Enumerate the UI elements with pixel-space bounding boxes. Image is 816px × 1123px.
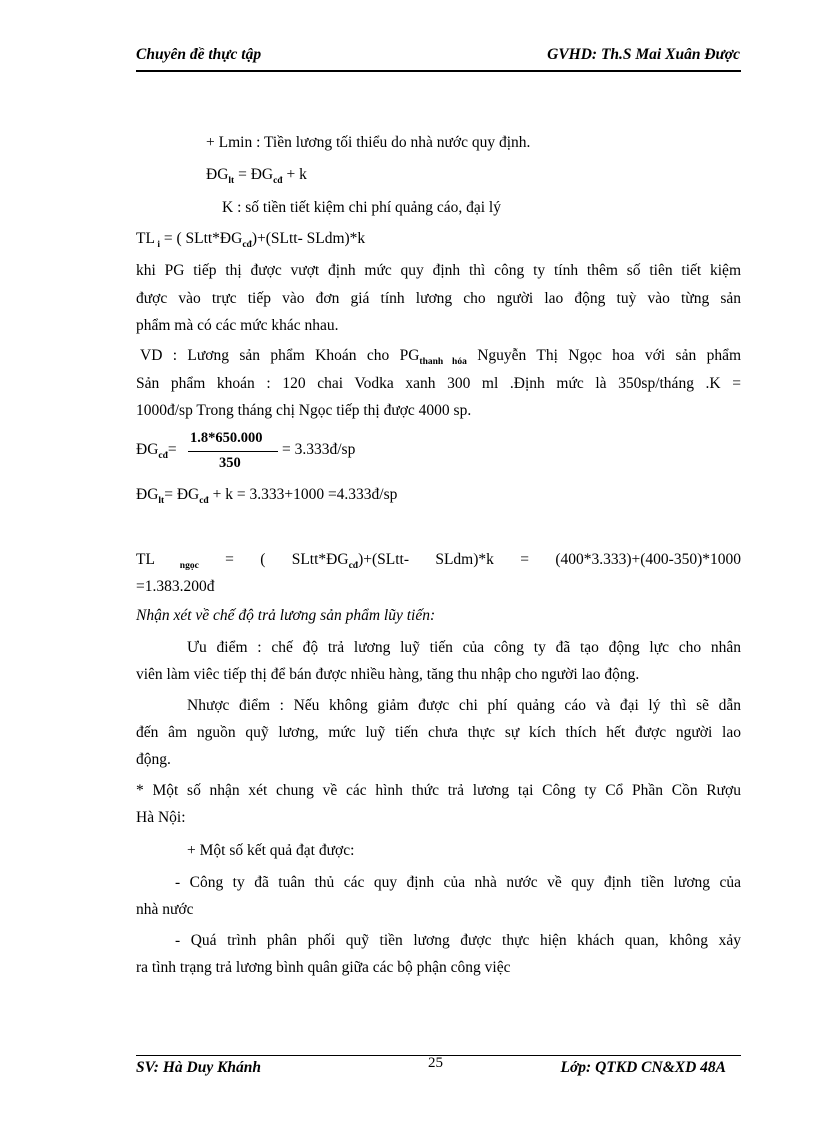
f-sub: cđ [273,176,283,186]
f-part: = [167,441,177,458]
f-sub: cđ [348,561,359,571]
fraction-result: = 3.333đ/sp [282,441,356,458]
f-part: )+(SLtt- SLdm)*k [251,230,366,247]
f-part: = ( SLtt*ĐG [159,230,243,247]
f-part: ĐG [136,441,159,458]
f-part: ĐG [136,486,159,503]
k-definition: K : số tiền tiết kiệm chi phí quảng cáo, đại lý [222,199,501,216]
general-remark-line: Hà Nội: [136,809,186,826]
formula-tlngoc [136,551,741,569]
header-right: GVHD: Th.S Mai Xuân Được [547,46,740,63]
advantage-line: Ưu điểm : chế độ trả lương luỹ tiến của công ty đã tạo động lực cho nhân [187,639,741,656]
disadvantage-line: đến âm nguồn quỹ lương, mức luỹ tiến chưa thực sự kích thích hết được người lao [136,724,741,741]
fraction-bar [188,451,278,452]
f-sub: i [154,240,160,250]
f-part: )+(SLtt- SLdm)*k = (400*3.333)+(400-350)*1000 [358,551,741,568]
header-left: Chuyên đề thực tập [136,46,262,63]
footer-right: Lớp: QTKD CN&XD 48A [560,1059,726,1076]
para1-line: được vào trực tiếp vào đơn giá tính lương cho người lao động tuỳ vào từng sản [136,290,741,307]
results-heading: + Một số kết quả đạt được: [187,842,355,859]
example-line: 1000đ/sp Trong tháng chị Ngọc tiếp thị được 4000 sp. [136,402,472,419]
result-line: - Công ty đã tuân thủ các quy định của nhà nước về quy định tiền lương của [175,874,741,891]
general-remark-line: * Một số nhận xét chung về các hình thức trả lương tại Công ty Cổ Phần Cồn Rượu [136,782,741,799]
formula-tli [136,230,365,248]
f-sub: cđ [158,451,168,461]
lmin-line: + Lmin : Tiền lương tối thiểu do nhà nước quy định. [206,134,531,151]
footer-left: SV: Hà Duy Khánh [136,1059,262,1076]
advantage-line: viên làm viêc tiếp thị để bán được nhiều hàng, tăng thu nhập cho người lao động. [136,666,640,683]
result-line: nhà nước [136,901,194,918]
result-line: ra tình trạng trả lương bình quân giữa các bộ phận công việc [136,959,511,976]
f-part: TL [136,551,155,568]
f-part: = ĐG [234,166,274,183]
f-part: = ( SLtt*ĐG [198,551,349,568]
f-sub: thanh hóa [419,357,467,367]
section-heading: Nhận xét về chế độ trả lương sản phẩm lũy tiến: [136,607,436,624]
formula-dgcd [136,441,177,459]
disadvantage-line: Nhược điểm : Nếu không giảm được chi phí quảng cáo và đại lý thì sẽ dẫn [187,697,741,714]
formula-dglt-calc [136,486,397,504]
disadvantage-line: động. [136,751,171,768]
f-part: + k [282,166,307,183]
f-part: VD : Lương sản phẩm Khoán cho PG [140,347,420,364]
f-part: + k = 3.333+1000 =4.333đ/sp [208,486,398,503]
f-sub: cđ [199,496,209,506]
f-sub: lt [228,176,235,186]
f-part: Nguyễn Thị Ngọc hoa với sản phẩm [466,347,742,364]
formula-tlngoc-result: =1.383.200đ [136,578,215,595]
f-sub: ngọc [154,561,199,571]
para1-line: phẩm mà có các mức khác nhau. [136,317,339,334]
page-number: 25 [428,1055,443,1071]
f-sub: lt [158,496,165,506]
f-part: TL [136,230,155,247]
para1-line: khi PG tiếp thị được vượt định mức quy định thì công ty tính thêm số tiên tiết kiệm [136,262,741,279]
formula-dglt [206,166,307,184]
fraction-numerator: 1.8*650.000 [190,430,263,446]
result-line: - Quá trình phân phối quỹ tiền lương được thực hiện khách quan, không xảy [175,932,741,949]
example-line [140,347,741,365]
header-rule [136,70,741,72]
f-part: ĐG [206,166,229,183]
fraction-denominator: 350 [219,455,241,471]
f-part: = ĐG [164,486,200,503]
example-line: Sản phẩm khoán : 120 chai Vodka xanh 300 ml .Định mức là 350sp/tháng .K = [136,375,741,392]
f-sub: cđ [242,240,252,250]
